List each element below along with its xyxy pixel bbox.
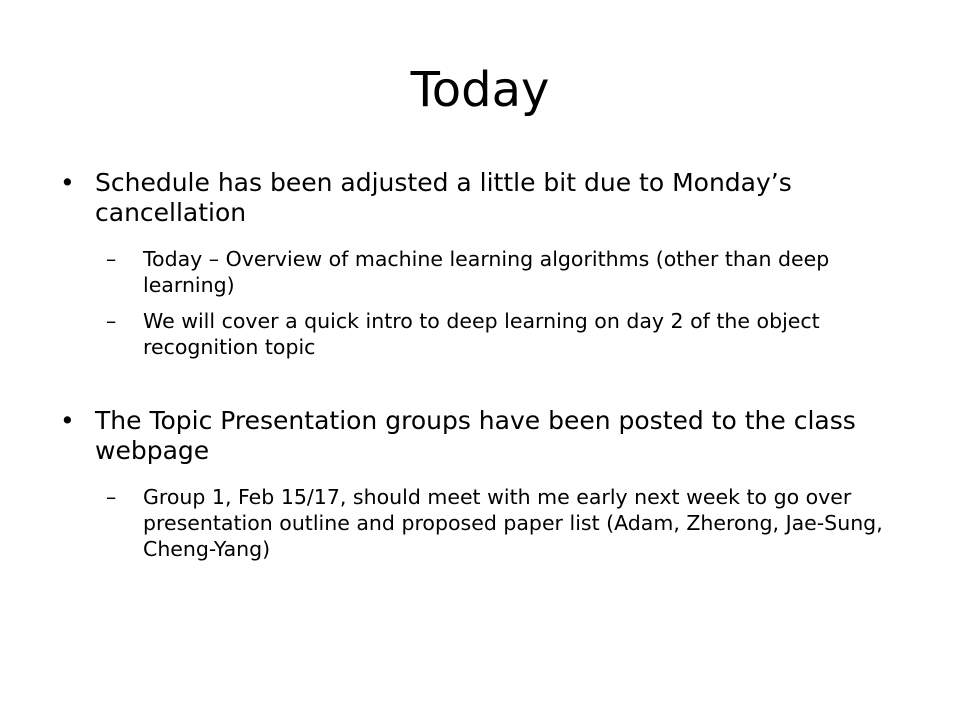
sub-bullet-text: Today – Overview of machine learning algorithms (other than deep learning) <box>143 247 830 297</box>
slide-title: Today <box>410 62 550 118</box>
sub-bullet-item <box>60 246 920 298</box>
sub-bullet-text: We will cover a quick intro to deep learning on day 2 of the object recognition topic <box>143 309 820 359</box>
sub-bullet-item <box>60 484 920 562</box>
sub-bullet-text: Group 1, Feb 15/17, should meet with me early next week to go over presentation outline and proposed paper list (Adam, Zherong, Jae-Sung, Cheng-Yang) <box>143 485 883 561</box>
sub-bullet-item <box>60 308 920 360</box>
bullet-item <box>60 406 920 466</box>
dash-glyph: – <box>106 309 117 333</box>
bullet-text: Schedule has been adjusted a little bit due to Monday’s cancellation <box>95 168 792 227</box>
slide-body <box>60 168 920 562</box>
bullet-glyph: • <box>60 168 75 197</box>
bullet-glyph: • <box>60 406 75 435</box>
bullet-item <box>60 168 920 228</box>
dash-glyph: – <box>106 485 117 509</box>
bullet-text: The Topic Presentation groups have been posted to the class webpage <box>95 406 856 465</box>
dash-glyph: – <box>106 247 117 271</box>
